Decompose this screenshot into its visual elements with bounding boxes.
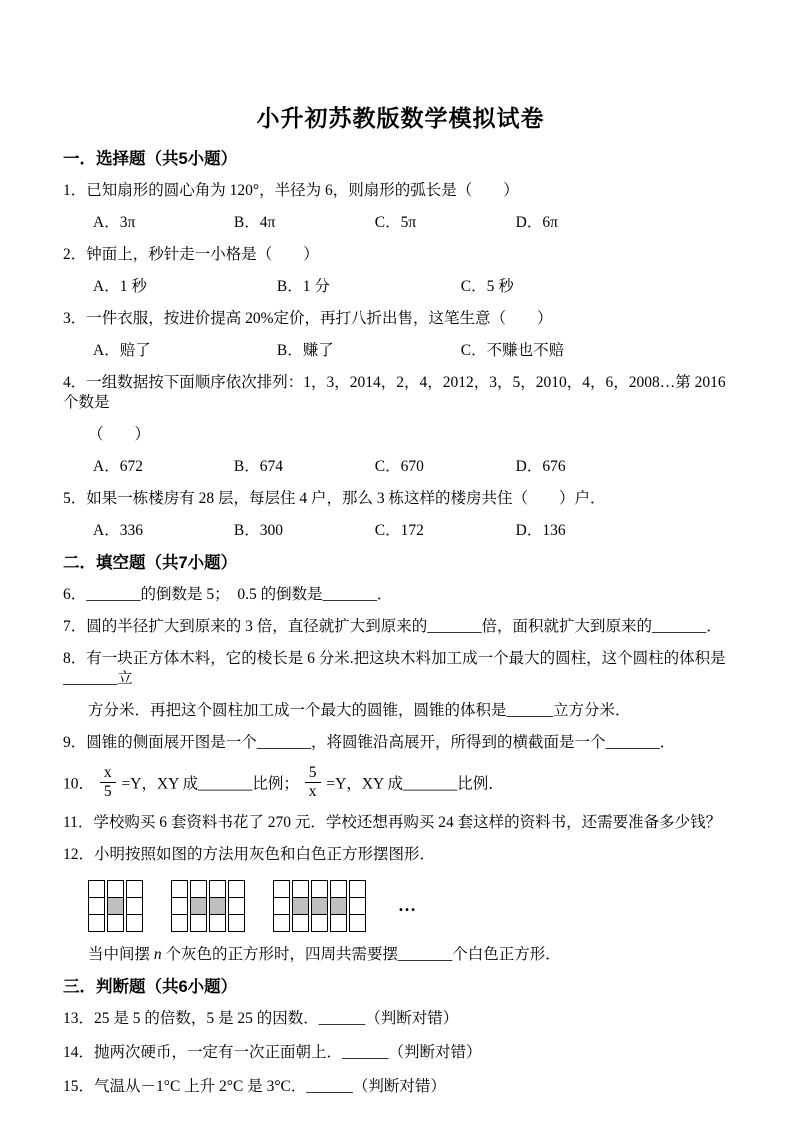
gray-square [210, 897, 225, 914]
white-square [210, 914, 225, 931]
gray-square [331, 897, 346, 914]
white-square [350, 914, 365, 931]
question-10-text [63, 765, 738, 805]
white-square [274, 881, 289, 897]
white-square [89, 881, 104, 897]
white-square [108, 881, 123, 897]
white-square [191, 914, 206, 931]
white-square [350, 897, 365, 914]
section-1-heading: 一．选择题（共5小题） [63, 150, 238, 168]
question-8-text-line-1: 8．有一块正方体木料，它的棱长是 6 分米.把这块木料加工成一个最大的圆柱，这个圆柱的体积是_______立 [63, 650, 726, 687]
question-2-options [63, 277, 738, 297]
question-2-option-a: A．1 秒 [93, 278, 147, 295]
white-square [293, 881, 308, 897]
grid-column [311, 880, 328, 932]
question-4-option-d: D．676 [515, 458, 566, 475]
grid-column [330, 880, 347, 932]
white-square [293, 914, 308, 931]
pattern-grid [88, 880, 143, 932]
gray-square [191, 897, 206, 914]
question-5-option-b: B．300 [233, 522, 283, 539]
question-5-option-c: C．172 [374, 522, 424, 539]
white-square [312, 881, 327, 897]
pattern-figures [88, 877, 738, 935]
grid-column [126, 880, 143, 932]
question-1-option-a: A．3π [93, 214, 136, 231]
white-square [331, 881, 346, 897]
grid-column [171, 880, 188, 932]
grid-column [88, 880, 105, 932]
question-10-segment-2: =Y，XY 成_______比例． [326, 775, 504, 793]
question-1-option-c: C．5π [374, 214, 417, 231]
question-14-text: 14．抛两次硬币，一定有一次正面朝上．______（判断对错） [63, 1043, 482, 1061]
fraction-numerator: 5 [305, 765, 321, 783]
grid-column [228, 880, 245, 932]
question-4-option-a: A．672 [93, 458, 143, 475]
question-1-option-b: B．4π [233, 214, 276, 231]
caption-part-1: 当中间摆 [88, 945, 154, 963]
white-square [274, 897, 289, 914]
white-square [229, 914, 244, 931]
gray-square [108, 897, 123, 914]
question-15-text: 15．气温从－1°C 上升 2°C 是 3°C．______（判断对错） [63, 1077, 446, 1095]
grid-column [209, 880, 226, 932]
white-square [89, 914, 104, 931]
question-1-text: 1．已知扇形的圆心角为 120°，半径为 6，则扇形的弧长是（ ） [63, 182, 519, 199]
question-3-options [63, 341, 738, 361]
white-square [108, 914, 123, 931]
white-square [229, 897, 244, 914]
question-12-intro: 12．小明按照如图的方法用灰色和白色正方形摆图形． [63, 845, 436, 863]
grid-column [190, 880, 207, 932]
white-square [172, 914, 187, 931]
question-1-option-d: D．6π [515, 214, 558, 231]
question-4-text-line-2: （ ） [88, 426, 151, 443]
section-3-heading: 三．判断题（共6小题） [63, 977, 238, 996]
question-13-text: 13．25 是 5 的倍数，5 是 25 的因数．______（判断对错） [63, 1009, 459, 1027]
question-6-text: 6．_______的倒数是 5； 0.5 的倒数是_______． [63, 586, 393, 603]
question-4-options [63, 457, 738, 477]
question-1-options [63, 213, 738, 233]
question-2-option-c: C．5 秒 [460, 278, 514, 295]
white-square [350, 881, 365, 897]
question-3-option-a: A．赔了 [93, 342, 151, 359]
white-square [172, 897, 187, 914]
question-7-text: 7．圆的半径扩大到原来的 3 倍，直径就扩大到原来的_______倍，面积就扩大到原来的_______． [63, 618, 722, 635]
question-5-options [63, 521, 738, 541]
page-title: 小升初苏教版数学模拟试卷 [256, 105, 545, 131]
white-square [127, 881, 142, 897]
question-4-option-b: B．674 [233, 458, 283, 475]
white-square [274, 914, 289, 931]
grid-column [107, 880, 124, 932]
question-5-option-a: A．336 [93, 522, 143, 539]
question-10-segment-1: =Y，XY 成_______比例； [121, 775, 299, 793]
white-square [191, 881, 206, 897]
question-11-text: 11．学校购买 6 套资料书花了 270 元．学校还想再购买 24 套这样的资料书，还需要准备多少钱？ [63, 813, 722, 831]
gray-square [312, 897, 327, 914]
caption-part-2: 个灰色的正方形时，四周共需要摆_______个白色正方形． [161, 945, 561, 963]
fraction-5-over-x [305, 765, 321, 801]
fraction-denominator: 5 [103, 783, 112, 801]
question-3-option-c: C．不赚也不赔 [460, 342, 565, 359]
question-5-text: 5．如果一栋楼房有 28 层，每层住 4 户，那么 3 栋这样的楼房共住（ ）户． [63, 490, 606, 507]
white-square [172, 881, 187, 897]
fraction-denominator: x [308, 783, 317, 801]
question-3-text: 3．一件衣服，按进价提高 20%定价，再打八折出售，这笔生意（ ） [63, 310, 553, 327]
pattern-grid [273, 880, 366, 932]
white-square [210, 881, 225, 897]
pattern-grid [171, 880, 245, 932]
ellipsis: … [398, 895, 419, 916]
question-9-text: 9．圆锥的侧面展开图是一个_______，将圆锥沿高展开，所得到的横截面是一个_______． [63, 734, 676, 751]
fraction-x-over-5 [100, 765, 116, 801]
fraction-numerator: x [100, 765, 116, 783]
white-square [89, 897, 104, 914]
white-square [331, 914, 346, 931]
white-square [127, 897, 142, 914]
grid-column [349, 880, 366, 932]
variable-n: n [153, 945, 162, 963]
question-4-option-c: C．670 [374, 458, 424, 475]
question-2-option-b: B．1 分 [276, 278, 330, 295]
section-2-heading: 二．填空题（共7小题） [63, 554, 238, 572]
gray-square [293, 897, 308, 914]
question-3-option-b: B．赚了 [276, 342, 334, 359]
question-8-text-line-2: 方分米．再把这个圆柱加工成一个最大的圆锥，圆锥的体积是______立方分米． [88, 702, 631, 719]
question-12-caption [63, 945, 738, 965]
white-square [127, 914, 142, 931]
question-5-option-d: D．136 [515, 522, 566, 539]
white-square [229, 881, 244, 897]
question-4-text-line-1: 4．一组数据按下面顺序依次排列：1，3，2014，2，4，2012，3，5，2010，4，6，2008…第 2016 个数是 [63, 374, 726, 411]
question-10-number: 10． [63, 775, 95, 793]
question-2-text: 2．钟面上，秒针走一小格是（ ） [63, 246, 319, 263]
white-square [312, 914, 327, 931]
grid-column [273, 880, 290, 932]
grid-column [292, 880, 309, 932]
